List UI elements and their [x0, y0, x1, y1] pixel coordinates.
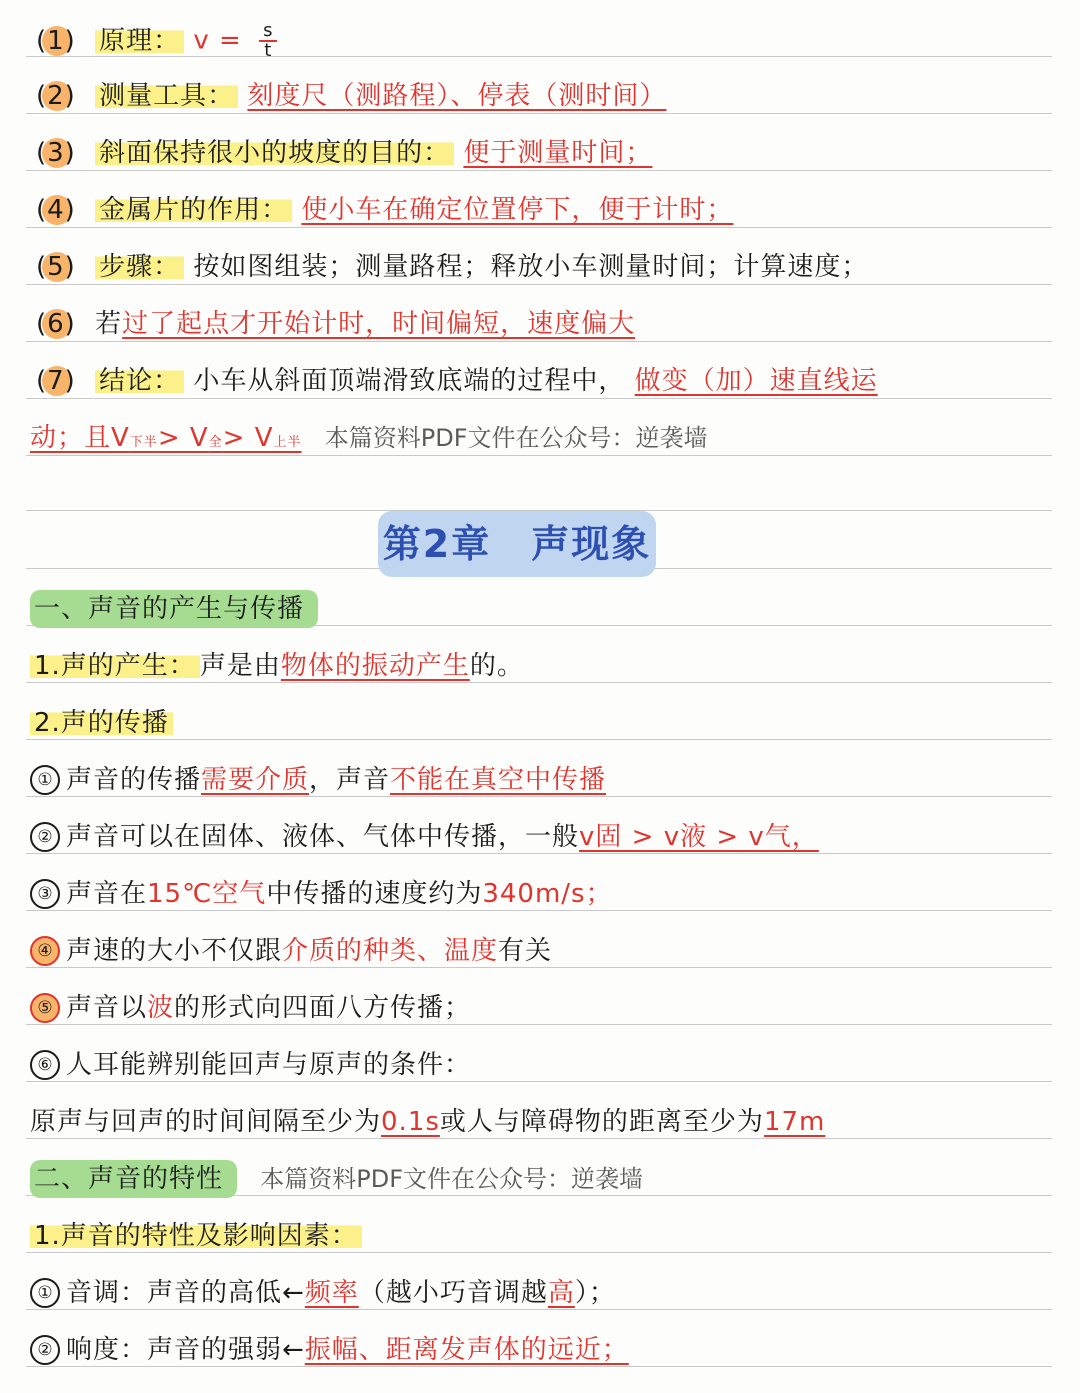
section-heading-characteristics	[30, 1162, 643, 1196]
point-answer: 不能在真空中传播	[390, 765, 607, 795]
point-text: 声速的大小不仅跟	[66, 936, 283, 966]
item-number: (2)	[36, 81, 76, 111]
chapter-title: 第2章 声现象	[378, 511, 656, 577]
point-3	[30, 877, 613, 911]
rule-line	[26, 113, 1052, 114]
item-number: (3)	[36, 138, 76, 168]
point-text: 响度：声音的强弱←	[66, 1335, 305, 1365]
point-text: 声音以	[66, 993, 148, 1023]
point-text: 有关	[498, 936, 553, 966]
item-conclusion	[30, 364, 878, 398]
item-answer: 过了起点才开始计时，时间偏短，速度偏大	[122, 309, 636, 339]
watermark-note: 本篇资料PDF文件在公众号：逆袭墙	[324, 424, 708, 452]
condition-text: 原声与回声的时间间隔至少为	[30, 1107, 382, 1137]
point-text: 音调：声音的高低←	[66, 1278, 305, 1308]
condition-text: 或人与障碍物的距离至少为	[439, 1107, 764, 1137]
point-text: 声音的传播	[66, 765, 202, 795]
point-1	[30, 763, 606, 797]
item-answer: 便于测量时间；	[463, 138, 653, 168]
echo-condition	[30, 1105, 825, 1139]
item-number: (4)	[36, 195, 76, 225]
item-text: 声是由	[199, 651, 281, 681]
item-label: 金属片的作用：	[95, 195, 292, 225]
section-heading-propagation	[30, 592, 318, 626]
item-characteristics	[30, 1219, 362, 1253]
item-label: 1.声的产生：	[30, 651, 200, 681]
condition-answer: 0.1s	[381, 1107, 440, 1137]
item-number: (6)	[36, 309, 76, 339]
rule-line	[26, 398, 1052, 399]
item-label: 步骤：	[95, 252, 184, 282]
point-5	[30, 991, 471, 1025]
item-number: (7)	[36, 366, 76, 396]
item-label: 1.声音的特性及影响因素：	[30, 1221, 362, 1251]
point-answer: 340m/s；	[482, 879, 613, 909]
item-label: 测量工具：	[95, 81, 238, 111]
circled-number: ②	[30, 822, 60, 852]
subscript-lower-half: 下半	[129, 435, 158, 450]
rule-line	[26, 227, 1052, 228]
point-text: 声音在	[66, 879, 148, 909]
point-4	[30, 934, 552, 968]
item-number: (5)	[36, 252, 76, 282]
continuation-answer: 动；且V下半> V全> V上半	[30, 423, 302, 453]
item-answer: 做变（加）速直线运	[634, 366, 878, 396]
point-text: （越小巧音调越	[358, 1278, 548, 1308]
subscript-upper-half: 上半	[273, 435, 302, 450]
rule-line	[26, 284, 1052, 285]
item-steps	[30, 250, 868, 284]
circled-number: ①	[30, 765, 60, 795]
item-answer: 物体的振动产生	[280, 651, 470, 681]
item-answer: 使小车在确定位置停下，便于计时；	[301, 195, 734, 225]
fraction-denominator: t	[264, 40, 273, 61]
circled-number: ②	[30, 1335, 60, 1365]
rule-line	[26, 341, 1052, 342]
point-answer: 频率	[304, 1278, 359, 1308]
item-text: 按如图组装；测量路程；释放小车测量时间；计算速度；	[193, 252, 869, 282]
rule-line	[26, 170, 1052, 171]
item-number: (1)	[36, 25, 76, 56]
item-sound-production	[30, 649, 524, 683]
circled-number: ⑤	[30, 993, 60, 1023]
point-answer: 高	[547, 1278, 575, 1308]
subscript-whole: 全	[208, 435, 223, 450]
watermark-note: 本篇资料PDF文件在公众号：逆袭墙	[260, 1165, 644, 1193]
point-text: 中传播的速度约为	[266, 879, 483, 909]
point-answer: 振幅、距离发声体的远近；	[304, 1335, 629, 1365]
conclusion-continuation	[30, 421, 708, 460]
rule-line	[26, 739, 1052, 740]
item-slope-purpose	[30, 136, 652, 170]
item-answer: 刻度尺（测路程）、停表（测时间）	[247, 81, 667, 111]
circled-number: ④	[30, 936, 60, 966]
circled-number: ①	[30, 1278, 60, 1308]
point-2	[30, 820, 819, 854]
circled-number: ③	[30, 879, 60, 909]
item-metal-sheet	[30, 193, 733, 227]
point-text: ，声音	[309, 765, 391, 795]
item-label: 原理：	[95, 26, 184, 56]
formula-lhs: v =	[193, 25, 242, 56]
condition-answer: 17m	[763, 1107, 826, 1137]
point-text: 的形式向四面八方传播；	[174, 993, 472, 1023]
point-answer: 波	[147, 993, 175, 1023]
point-text: 人耳能辨别能回声与原声的条件：	[66, 1050, 472, 1080]
item-text: 小车从斜面顶端滑致底端的过程中，	[193, 366, 626, 396]
point-text: 声音可以在固体、液体、气体中传播，一般	[66, 822, 580, 852]
section-heading: 二、声音的特性	[30, 1160, 237, 1198]
circled-number: ⑥	[30, 1050, 60, 1080]
item-label: 2.声的传播	[30, 708, 173, 738]
point-loudness	[30, 1333, 629, 1367]
item-tail: 的。	[469, 651, 524, 681]
point-answer: 15℃空气	[147, 879, 267, 909]
formula-fraction	[259, 22, 277, 60]
point-answer: 介质的种类、温度	[282, 936, 499, 966]
point-answer: 需要介质	[201, 765, 310, 795]
item-tools	[30, 79, 666, 113]
point-6	[30, 1048, 471, 1082]
item-sound-propagation	[30, 706, 173, 740]
item-label: 若	[95, 309, 123, 339]
fraction-numerator: s	[259, 22, 277, 42]
section-heading: 一、声音的产生与传播	[30, 590, 318, 628]
point-text: ）；	[574, 1278, 616, 1308]
item-label: 结论：	[95, 366, 184, 396]
point-pitch	[30, 1276, 616, 1310]
item-label: 斜面保持很小的坡度的目的：	[95, 138, 454, 168]
item-error	[30, 307, 635, 341]
item-principle	[30, 22, 277, 60]
point-answer: v固 > v液 > v气，	[579, 822, 819, 852]
